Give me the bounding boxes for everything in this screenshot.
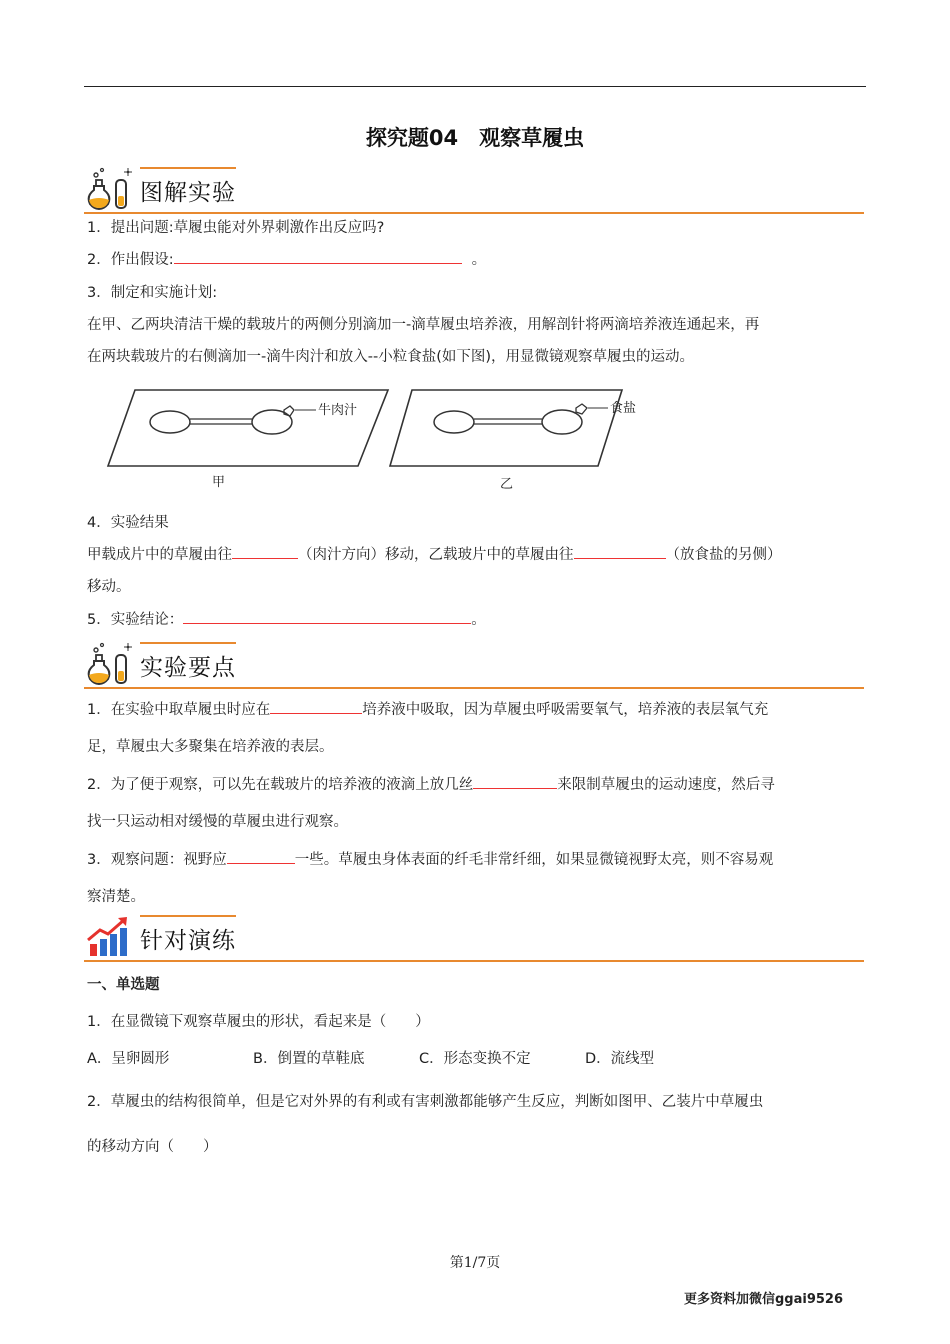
top-rule	[84, 86, 866, 87]
section-header-key-points	[84, 639, 864, 689]
section-accent-line	[140, 642, 236, 644]
text-segment: 甲载成片中的草履由往	[87, 547, 232, 563]
text-segment: 培养液中吸取，因为草履虫呼吸需要氧气，培养液的表层氧气充	[362, 702, 769, 718]
text-line: 在两块载玻片的右侧滴加一-滴牛肉汁和放入--小粒食盐(如下图)，用显微镜观察草履虫的运动。	[87, 349, 695, 365]
text-segment: （放食盐的另侧）	[665, 547, 782, 563]
text-line-point2	[87, 773, 775, 794]
text-line: 移动。	[87, 579, 131, 595]
text-line: 3．制定和实施计划:	[87, 285, 218, 301]
text-line-conclusion	[87, 608, 486, 629]
text-line-point3	[87, 848, 773, 869]
lab-flask-icon	[86, 166, 132, 210]
label-salt: 食盐	[610, 401, 637, 416]
answer-blank	[183, 609, 471, 624]
bar-chart-trend-icon	[86, 914, 132, 958]
section-underline	[84, 212, 864, 214]
answer-blank	[574, 544, 666, 559]
section-accent-line	[140, 167, 236, 169]
question-2-continued: 的移动方向（ ）	[87, 1139, 218, 1155]
text-segment: 2．作出假设:	[87, 252, 174, 268]
slide-jia	[108, 390, 388, 466]
label-beef-broth: 牛肉汁	[318, 403, 358, 418]
text-segment: （肉汁方向）移动，乙载玻片中的草履由往	[298, 547, 574, 563]
question-group-heading: 一、单选题	[87, 977, 160, 993]
section-underline	[84, 960, 864, 962]
text-line-results	[87, 543, 782, 564]
caption-yi: 乙	[500, 477, 514, 492]
text-segment: 来限制草履虫的运动速度，然后寻	[557, 777, 775, 793]
text-line: 找一只运动相对缓慢的草履虫进行观察。	[87, 814, 348, 830]
text-line-point1	[87, 698, 768, 719]
page-title: 探究题04 观察草履虫	[365, 126, 585, 150]
answer-blank	[227, 849, 295, 864]
section-header-practice	[84, 912, 864, 962]
watermark-text: 更多资料加微信ggai9526	[684, 1292, 844, 1307]
text-line: 1．提出问题:草履虫能对外界刺激作出反应吗?	[87, 220, 385, 236]
text-segment: 1．在实验中取草履虫时应在	[87, 702, 271, 718]
text-segment: 2．为了便于观察，可以先在载玻片的培养液的液滴上放几丝	[87, 777, 474, 793]
section-underline	[84, 687, 864, 689]
slide-yi	[390, 390, 622, 466]
option-d: D．流线型	[585, 1051, 655, 1067]
section-accent-line	[140, 915, 236, 917]
answer-blank	[232, 544, 298, 559]
slide-diagram-figure	[100, 382, 660, 492]
option-b: B．倒置的草鞋底	[253, 1051, 365, 1067]
text-line: 在甲、乙两块清洁干燥的载玻片的两侧分别滴加一-滴草履虫培养液，用解剖针将两滴培养液连通起来，再	[87, 317, 760, 333]
text-line-hypothesis	[87, 248, 486, 269]
question-1-options	[87, 1047, 654, 1068]
section-title: 图解实验	[140, 180, 236, 206]
section-title: 针对演练	[140, 928, 236, 954]
answer-blank	[473, 774, 557, 789]
option-c: C．形态变换不定	[419, 1051, 531, 1067]
text-segment: 一些。草履虫身体表面的纤毛非常纤细，如果显微镜视野太亮，则不容易观	[294, 852, 774, 868]
answer-blank	[174, 249, 462, 264]
answer-blank	[270, 699, 362, 714]
lab-flask-icon	[86, 641, 132, 685]
caption-jia: 甲	[212, 475, 226, 490]
text-segment: 3．观察问题：视野应	[87, 852, 227, 868]
text-line: 察清楚。	[87, 889, 145, 905]
section-header-illustrated-experiment	[84, 164, 864, 214]
text-line: 4．实验结果	[87, 515, 169, 531]
option-a: A．呈卵圆形	[87, 1051, 170, 1067]
question-1: 1．在显微镜下观察草履虫的形状，看起来是（ ）	[87, 1014, 430, 1030]
question-2: 2．草履虫的结构很简单，但是它对外界的有利或有害刺激都能够产生反应，判断如图甲、乙装片中草履虫	[87, 1094, 764, 1110]
section-title: 实验要点	[140, 655, 236, 681]
text-segment: 5．实验结论：	[87, 612, 184, 628]
page-number: 第1/7页	[449, 1255, 501, 1271]
text-line: 足，草履虫大多聚集在培养液的表层。	[87, 739, 334, 755]
text-segment: 。	[471, 252, 487, 268]
text-segment: 。	[471, 612, 486, 628]
